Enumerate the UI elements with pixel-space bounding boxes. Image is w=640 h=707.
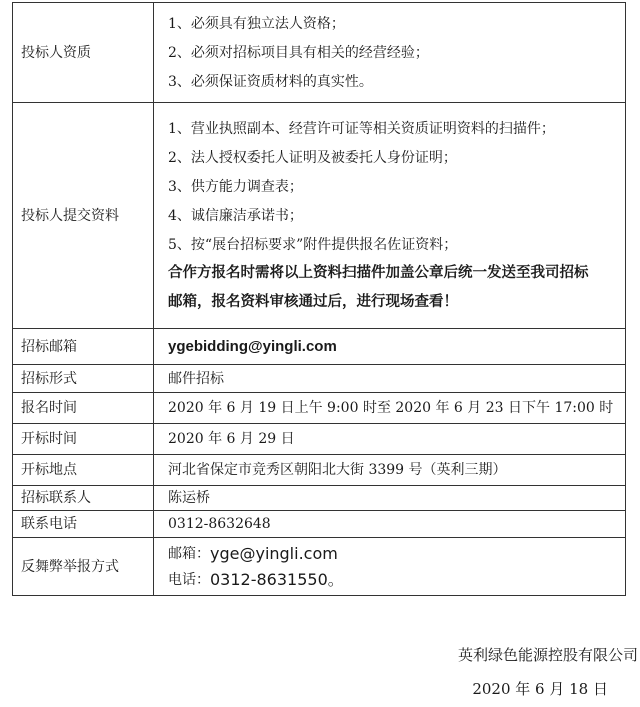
footer-company: 英利绿色能源控股有限公司 (457, 646, 638, 664)
registration-value: 2020 年 6 月 19 日上午 9:00 时至 2020 年 6 月 23 日下午 17:00 时 (154, 393, 626, 424)
phone-value: 0312-8632648 (154, 511, 626, 538)
report-phone-line (168, 567, 617, 593)
documents-note-line-1: 合作方报名时需将以上资料扫描件加盖公章后统一发送至我司招标 (168, 265, 589, 281)
list-item: 1、必须具有独立法人资格； (168, 15, 345, 32)
report-label: 反舞弊举报方式 (13, 538, 154, 596)
opening-time-row (13, 424, 626, 455)
email-row (13, 329, 626, 365)
report-phone-prefix: 电话： (168, 571, 210, 588)
qualification-row (13, 3, 626, 103)
list-item: 2、必须对招标项目具有相关的经营经验； (168, 44, 429, 61)
tender-info-table (12, 2, 626, 596)
qualification-label: 投标人资质 (13, 3, 154, 103)
phone-row (13, 511, 626, 538)
report-phone: 0312-8631550。 (210, 569, 344, 589)
email-label: 招标邮箱 (13, 329, 154, 365)
form-value: 邮件招标 (154, 365, 626, 393)
contact-value: 陈运桥 (154, 486, 626, 511)
opening-time-value: 2020 年 6 月 29 日 (154, 424, 626, 455)
list-item: 5、按“展台招标要求”附件提供报名佐证资料； (168, 236, 458, 253)
qualification-value (154, 3, 626, 103)
contact-label: 招标联系人 (13, 486, 154, 511)
list-item: 3、必须保证资质材料的真实性。 (168, 73, 373, 90)
opening-time-label: 开标时间 (13, 424, 154, 455)
list-item: 2、法人授权委托人证明及被委托人身份证明； (168, 149, 457, 166)
report-email: yge@yingli.com (210, 543, 338, 563)
report-row (13, 538, 626, 596)
documents-label: 投标人提交资料 (13, 103, 154, 329)
opening-place-value: 河北省保定市竞秀区朝阳北大街 3399 号（英利三期） (154, 455, 626, 486)
report-email-prefix: 邮箱： (168, 545, 210, 562)
form-label: 招标形式 (13, 365, 154, 393)
list-item: 3、供方能力调查表； (168, 178, 303, 195)
email-value: ygebidding@yingli.com (154, 329, 626, 365)
report-value (154, 538, 626, 596)
contact-row (13, 486, 626, 511)
documents-row (13, 103, 626, 329)
registration-label: 报名时间 (13, 393, 154, 424)
documents-note-line-2: 邮箱，报名资料审核通过后，进行现场查看！ (168, 294, 458, 310)
tender-info-sheet (12, 2, 626, 596)
documents-value (154, 103, 626, 329)
report-email-line (168, 541, 617, 567)
list-item: 1、营业执照副本、经营许可证等相关资质证明资料的扫描件； (168, 120, 555, 137)
form-row (13, 365, 626, 393)
footer-date: 2020 年 6 月 18 日 (472, 680, 608, 698)
opening-place-label: 开标地点 (13, 455, 154, 486)
phone-label: 联系电话 (13, 511, 154, 538)
list-item: 4、诚信廉洁承诺书； (168, 207, 303, 224)
opening-place-row (13, 455, 626, 486)
registration-row (13, 393, 626, 424)
